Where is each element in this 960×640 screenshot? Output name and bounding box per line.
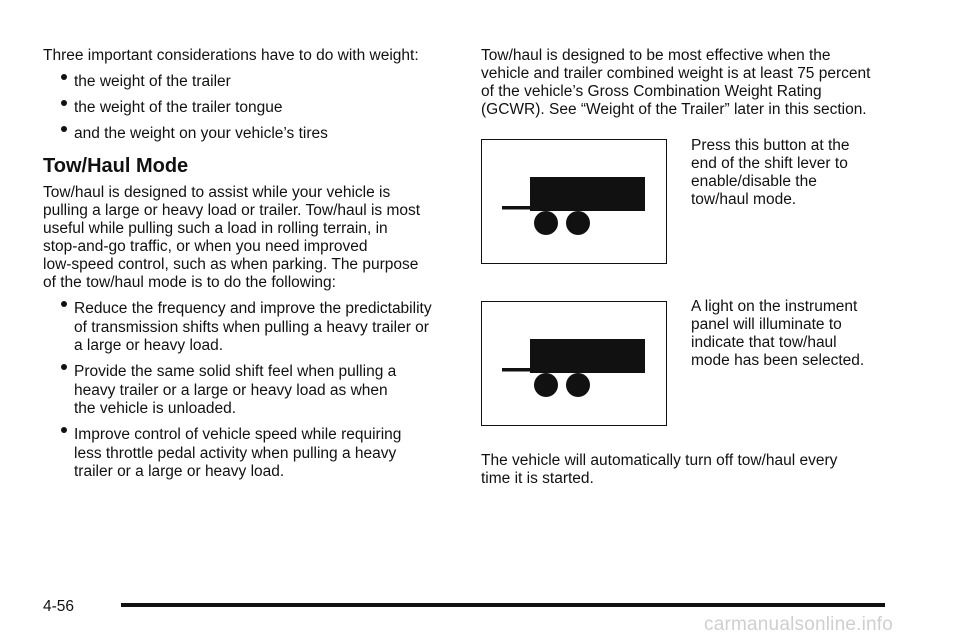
paragraph-line: useful while pulling such a load in rolling terrain, in [43,220,388,237]
paragraph-line: time it is started. [481,470,594,487]
caption-line: Press this button at the [691,137,850,154]
list-item-line: of transmission shifts when pulling a heavy trailer or [74,319,429,336]
paragraph-line: The vehicle will automatically turn off tow/haul every [481,452,838,469]
paragraph-line: vehicle and trailer combined weight is at least 75 percent [481,65,871,82]
caption-line: panel will illuminate to [691,316,842,333]
paragraph-line: stop-and-go traffic, or when you need improved [43,238,368,255]
list-item-line: Reduce the frequency and improve the predictability [74,300,432,317]
caption-line: tow/haul mode. [691,191,797,208]
caption-line: indicate that tow/haul [691,334,837,351]
section-heading: Tow/Haul Mode [43,155,189,177]
bullet-icon [61,301,67,307]
bullet-icon [61,126,67,132]
list-item: and the weight on your vehicle’s tires [74,125,328,142]
paragraph-line: (GCWR). See “Weight of the Trailer” later in this section. [481,101,867,118]
caption-line: mode has been selected. [691,352,865,369]
tow-haul-button-figure [481,139,667,264]
paragraph-line: pulling a large or heavy load or trailer. Tow/haul is most [43,202,421,219]
bullet-icon [61,364,67,370]
caption-line: end of the shift lever to [691,155,848,172]
paragraph-line: low-speed control, such as when parking. The purpose [43,256,419,273]
bullet-icon [61,100,67,106]
bullet-icon [61,74,67,80]
list-item-line: less throttle pedal activity when pulling a heavy [74,445,397,462]
intro-text: Three important considerations have to do with weight: [43,47,419,64]
paragraph-line: Tow/haul is designed to assist while your vehicle is [43,184,391,201]
list-item: the weight of the trailer [74,73,231,90]
list-item-line: the vehicle is unloaded. [74,400,237,417]
paragraph-line: of the tow/haul mode is to do the following: [43,274,336,291]
paragraph-line: Tow/haul is designed to be most effective when the [481,47,831,64]
list-item-line: Improve control of vehicle speed while requiring [74,426,402,443]
footer-rule [121,603,885,607]
watermark: carmanualsonline.info [704,614,894,635]
list-item: the weight of the trailer tongue [74,99,283,116]
bullet-icon [61,427,67,433]
trailer-icon [482,140,665,262]
caption-line: enable/disable the [691,173,817,190]
list-item-line: Provide the same solid shift feel when pulling a [74,363,397,380]
paragraph-line: of the vehicle’s Gross Combination Weight Rating [481,83,822,100]
page-number: 4-56 [43,598,75,615]
list-item-line: a large or heavy load. [74,337,224,354]
trailer-icon [482,302,665,424]
caption-line: A light on the instrument [691,298,858,315]
list-item-line: trailer or a large or heavy load. [74,463,285,480]
tow-haul-light-figure [481,301,667,426]
list-item-line: heavy trailer or a large or heavy load as when [74,382,388,399]
